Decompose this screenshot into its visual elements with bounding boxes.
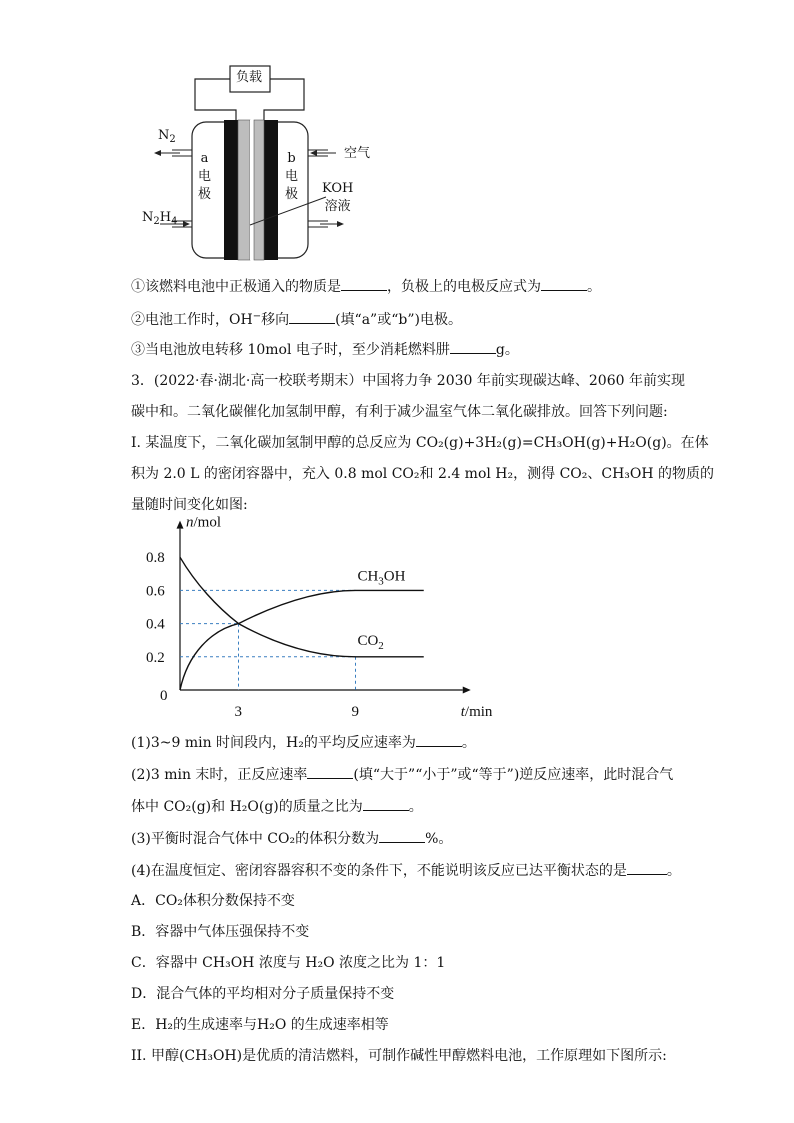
answer-blank[interactable] (363, 796, 409, 811)
y-axis-label: n/mol (186, 514, 222, 531)
y-tick-label: 0.2 (146, 649, 165, 666)
electrode-b-plate (264, 120, 278, 260)
membrane (238, 120, 250, 260)
q3-sub-4: (4)在温度恒定、密闭容器容积不变的条件下，不能说明该反应已达平衡状态的是 。 (131, 860, 681, 881)
answer-blank[interactable] (307, 764, 353, 779)
x-tick-label: 9 (351, 704, 359, 720)
mole-time-chart (130, 514, 493, 720)
q3-intro-1: 3．(2022·春·湖北·高一校联考期末）中国将力争 2030 年前实现碳达峰、2060 年前实现 (131, 373, 685, 389)
series-co2-label: $CO_2$ (357, 632, 384, 652)
answer-blank[interactable] (450, 339, 496, 354)
answer-blank[interactable] (289, 309, 335, 324)
fuel-cell-diagram (140, 60, 380, 265)
load-label: 负载 (236, 70, 263, 85)
koh-label: KOH 溶液 (322, 181, 354, 214)
option-a[interactable]: A．CO₂体积分数保持不变 (131, 893, 295, 909)
y-tick-label: 0.4 (146, 616, 165, 633)
q3-part1-line-3: 量随时间变化如图: (131, 497, 248, 513)
answer-blank[interactable] (416, 732, 462, 747)
q2-item-3: ③当电池放电转移 10mol 电子时，至少消耗燃料肼 g。 (131, 339, 519, 360)
q2-item-1: ①该燃料电池中正极通入的物质是 ，负极上的电极反应式为 。 (131, 276, 601, 297)
series-ch3oh-label: $CH_3OH$ (357, 568, 406, 588)
y-axis-arrow (177, 521, 184, 529)
answer-blank[interactable] (379, 828, 425, 843)
option-d[interactable]: D．混合气体的平均相对分子质量保持不变 (131, 986, 395, 1002)
answer-blank[interactable] (627, 860, 667, 875)
y-tick-label: 0.8 (146, 550, 165, 567)
q3-sub-3: (3)平衡时混合气体中 CO₂的体积分数为 %。 (131, 828, 452, 849)
x-tick-label: 3 (234, 704, 242, 720)
q3-sub-1: (1)3~9 min 时间段内，H₂的平均反应速率为 。 (131, 732, 476, 753)
x-axis-arrow (463, 687, 471, 694)
answer-blank[interactable] (341, 276, 387, 291)
q3-sub-2-line-2: 体中 CO₂(g)和 H₂O(g)的质量之比为 。 (131, 796, 423, 817)
x-axis-label: t/min (460, 704, 493, 720)
electrode-a-label: a 电 极 (198, 151, 212, 202)
q3-part2: II. 甲醇(CH₃OH)是优质的清洁燃料，可制作碱性甲醇燃料电池，工作原理如下图所示: (131, 1048, 667, 1064)
n2-label: $N_2$ (158, 128, 176, 145)
q3-part1-line-2: 积为 2.0 L 的密闭容器中，充入 0.8 mol CO₂和 2.4 mol H₂，测得 CO₂、CH₃OH 的物质的 (131, 466, 715, 482)
y-tick-label: 0.6 (146, 583, 165, 600)
q2-item-2: ②电池工作时，OH−移向 (填“a”或“b”)电极。 (131, 311, 462, 328)
air-label: 空气 (344, 146, 371, 161)
electrode-a-plate (224, 120, 238, 260)
option-e[interactable]: E．H₂的生成速率与H₂O 的生成速率相等 (131, 1017, 389, 1033)
n2h4-label: $N_2H_4$ (142, 210, 178, 227)
q3-part1-line-1: I. 某温度下，二氧化碳加氢制甲醇的总反应为 CO₂(g)+3H₂(g)=CH₃OH(g)+H₂O(g)。在体 (131, 435, 709, 451)
origin-label: 0 (160, 688, 168, 704)
option-c[interactable]: C．容器中 CH₃OH 浓度与 H₂O 浓度之比为 1：1 (131, 955, 446, 971)
electrode-b-label: b 电 极 (285, 151, 299, 202)
q3-intro-2: 碳中和。二氧化碳催化加氢制甲醇，有利于减少温室气体二氧化碳排放。回答下列问题: (131, 404, 668, 420)
q3-sub-2: (2)3 min 末时，正反应速率 (填“大于”“小于”或“等于”)逆反应速率，此时混合气 (131, 764, 673, 785)
option-b[interactable]: B．容器中气体压强保持不变 (131, 924, 310, 940)
answer-blank[interactable] (541, 276, 587, 291)
